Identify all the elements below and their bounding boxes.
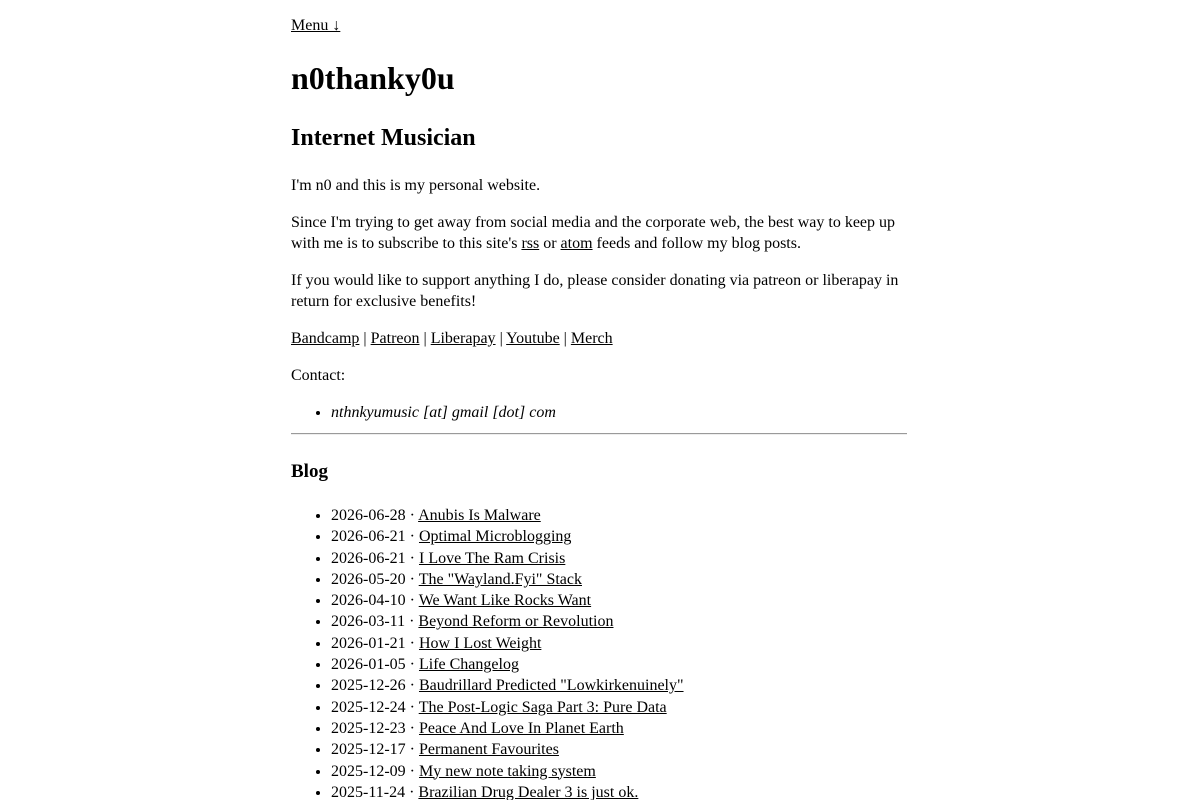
date-separator: · <box>405 570 419 588</box>
post-link[interactable]: The Post-Logic Saga Part 3: Pure Data <box>418 698 667 716</box>
contact-list <box>291 402 909 423</box>
bandcamp-link[interactable]: Bandcamp <box>291 330 360 347</box>
date-separator: · <box>405 698 419 716</box>
post-date: 2026-06-21 <box>331 549 406 567</box>
post-link[interactable]: My new note taking system <box>418 762 596 780</box>
post-link[interactable]: Brazilian Drug Dealer 3 is just ok. <box>418 783 639 800</box>
post-link[interactable]: How I Lost Weight <box>418 634 542 652</box>
post-link[interactable]: The "Wayland.Fyi" Stack <box>418 570 582 588</box>
intro-p2-or: or <box>539 235 561 252</box>
blog-post-item <box>331 718 909 739</box>
blog-post-item <box>331 697 909 718</box>
blog-post-item <box>331 761 909 782</box>
patreon-link[interactable]: Patreon <box>370 330 420 347</box>
date-separator: · <box>405 783 419 800</box>
blog-post-item <box>331 739 909 760</box>
blog-post-item <box>331 654 909 675</box>
date-separator: · <box>405 762 419 780</box>
intro-p2-after: feeds and follow my blog posts. <box>592 235 801 252</box>
date-separator: · <box>405 613 419 631</box>
post-link[interactable]: Beyond Reform or Revolution <box>418 613 614 631</box>
link-separator: | <box>423 330 427 347</box>
post-date: 2026-05-20 <box>331 570 406 588</box>
site-tagline: Internet Musician <box>291 125 476 151</box>
post-date: 2025-12-09 <box>331 762 406 780</box>
blog-post-item <box>331 505 909 526</box>
post-link[interactable]: I Love The Ram Crisis <box>418 549 566 567</box>
merch-link[interactable]: Merch <box>570 330 613 347</box>
post-date: 2026-06-21 <box>331 528 406 546</box>
blog-post-item <box>331 526 909 547</box>
date-separator: · <box>405 528 419 546</box>
rss-link[interactable]: rss <box>521 235 540 252</box>
post-link[interactable]: Baudrillard Predicted "Lowkirkenuinely" <box>418 677 684 695</box>
contact-email: • nthnkyumusic [at] gmail [dot] com <box>331 402 909 423</box>
blog-post-item <box>331 590 909 611</box>
link-separator: | <box>563 330 567 347</box>
date-separator: · <box>405 507 419 524</box>
blog-post-item <box>331 611 909 632</box>
intro-paragraph-3: If you would like to support anything I do, please consider donating via patreon or liberapay in return for exclusive benefits! <box>291 272 899 310</box>
post-link[interactable]: Life Changelog <box>418 656 519 674</box>
post-date: 2025-12-24 <box>331 698 406 716</box>
site-title: n0thanky0u <box>291 60 455 96</box>
blog-post-item <box>331 675 909 696</box>
post-link[interactable]: Permanent Favourites <box>418 741 559 759</box>
intro-paragraph-2 <box>291 212 909 254</box>
blog-post-list <box>291 505 909 800</box>
post-date: 2025-12-17 <box>331 741 406 759</box>
date-separator: · <box>405 549 419 567</box>
date-separator: · <box>405 592 419 610</box>
link-separator: | <box>499 330 503 347</box>
date-separator: · <box>405 634 419 652</box>
section-divider <box>291 433 907 435</box>
blog-post-item <box>331 782 909 800</box>
post-date: 2025-11-24 <box>331 783 406 800</box>
liberapay-link[interactable]: Liberapay <box>430 330 496 347</box>
contact-label: Contact: <box>291 367 346 384</box>
post-date: 2026-04-10 <box>331 592 406 610</box>
date-separator: · <box>405 741 419 759</box>
date-separator: · <box>405 656 419 674</box>
post-link[interactable]: Optimal Microblogging <box>418 528 572 546</box>
post-date: 2026-01-05 <box>331 656 406 674</box>
post-date: 2026-03-11 <box>331 613 406 631</box>
link-separator: | <box>363 330 367 347</box>
blog-post-item <box>331 569 909 590</box>
post-link[interactable]: Anubis Is Malware <box>418 507 541 524</box>
post-link[interactable]: We Want Like Rocks Want <box>418 592 592 610</box>
date-separator: · <box>405 719 419 737</box>
post-date: 2025-12-23 <box>331 719 406 737</box>
post-date: 2026-01-21 <box>331 634 406 652</box>
social-links <box>291 328 909 349</box>
intro-section <box>291 175 909 423</box>
blog-post-item <box>331 548 909 569</box>
date-separator: · <box>405 677 419 695</box>
youtube-link[interactable]: Youtube <box>506 330 560 347</box>
post-link[interactable]: Peace And Love In Planet Earth <box>418 719 624 737</box>
atom-link[interactable]: atom <box>560 235 593 252</box>
blog-heading: Blog <box>291 461 328 482</box>
intro-p2-before: Since I'm trying to get away from social media and the corporate web, the best way to keep up with me is to subscribe to this site's <box>291 214 896 252</box>
post-date: 2025-12-26 <box>331 677 406 695</box>
menu-link[interactable]: Menu ↓ <box>291 17 341 34</box>
blog-post-item <box>331 633 909 654</box>
post-date: 2026-06-28 <box>331 507 406 524</box>
intro-paragraph-1: I'm n0 and this is my personal website. <box>291 177 541 194</box>
